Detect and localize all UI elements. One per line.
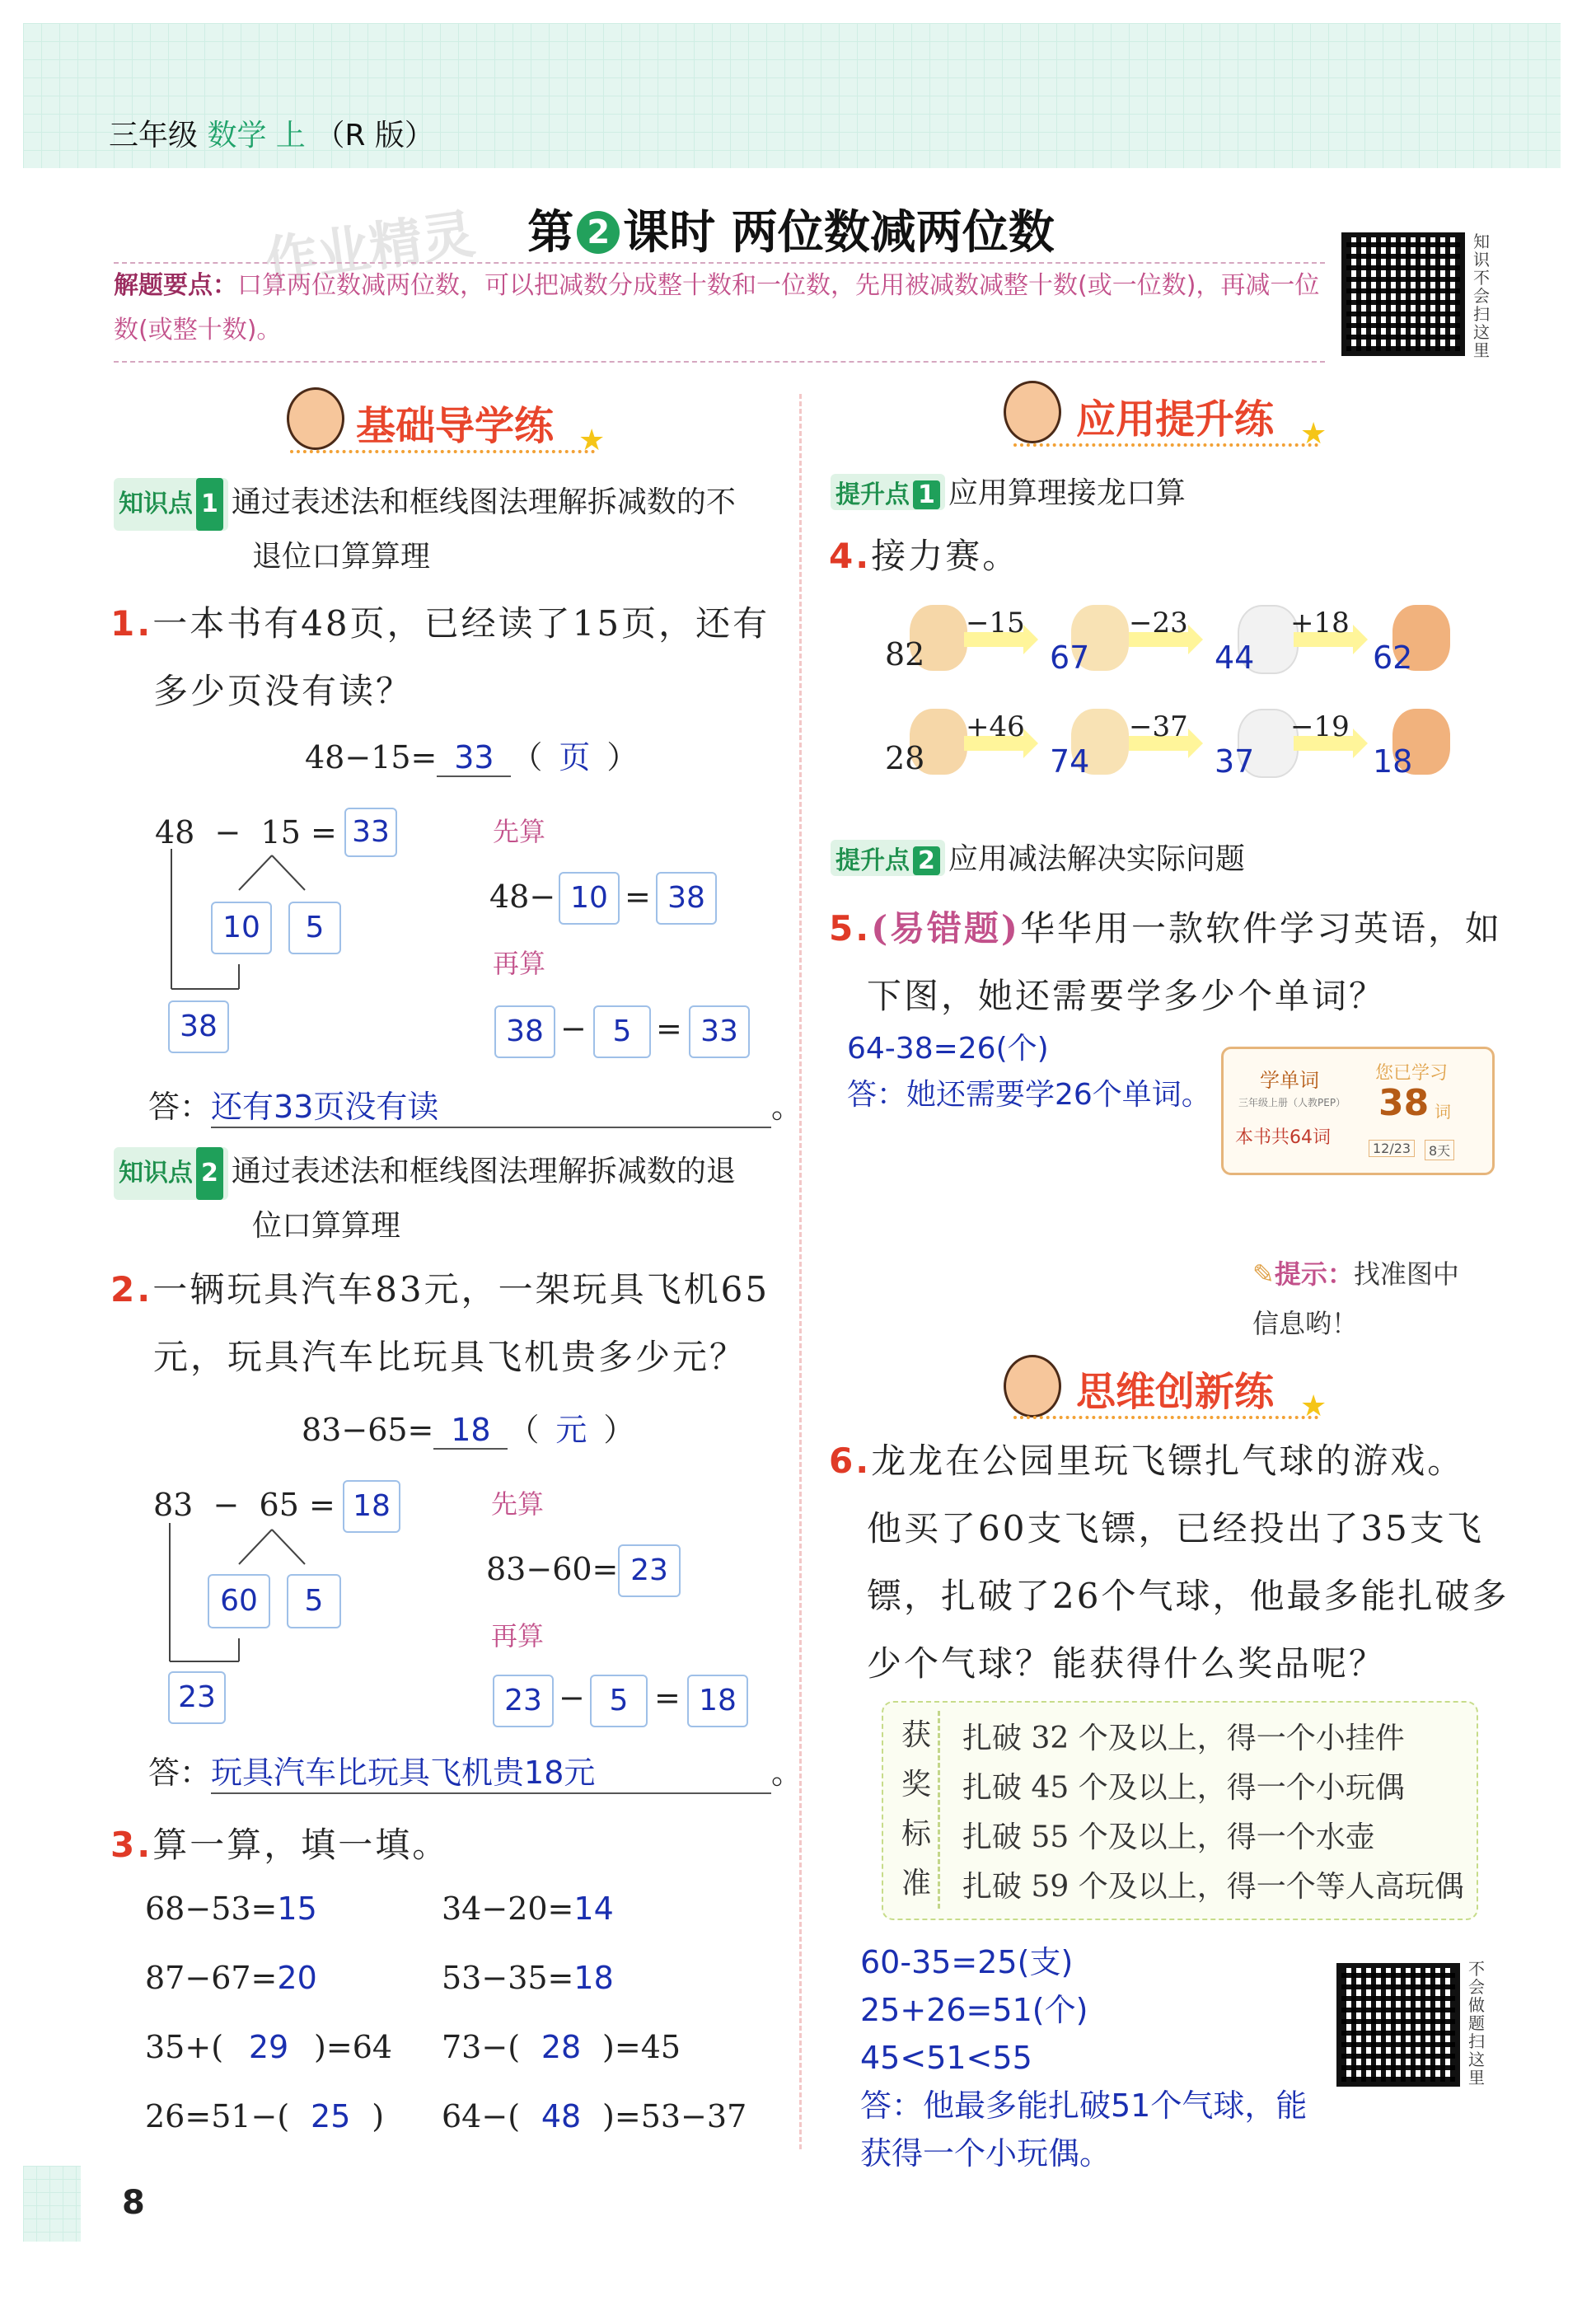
award-criteria-box xyxy=(882,1701,1478,1920)
q5-hint: ✎提示：找准图中 信息哟！ xyxy=(1252,1258,1459,1339)
q1-result-box[interactable]: 33 xyxy=(344,808,397,857)
section-title-think: 思维创新练 xyxy=(1076,1369,1275,1415)
relay-2-v3[interactable]: 18 xyxy=(1373,743,1413,780)
question-6: 6.龙龙在公园里玩飞镖扎气球的游戏。 他买了60支飞镖，已经投出了35支飞 镖，扎破了26个气球，他最多能扎破多 少个气球？能获得什么奖品呢？ xyxy=(829,1441,1509,1684)
question-3: 3.算一算，填一填。 xyxy=(110,1825,450,1865)
q1-step1-result[interactable]: 38 xyxy=(656,872,717,925)
vocab-app-card: 学单词 三年级上册（人教PEP） 本书共64词 您已学习 38 词 12/23 8天 xyxy=(1221,1047,1495,1175)
lesson-number-badge: 2 xyxy=(577,211,620,254)
section-underline xyxy=(290,450,595,453)
award-rules: 扎破 32 个及以上，得一个小挂件 扎破 45 个及以上，得一个小玩偶 扎破 55 个及以上，得一个水壶 扎破 59 个及以上，得一个等人高玩偶 xyxy=(962,1722,1464,1904)
q3-row-4-right: 64−( 48 )=53−37 xyxy=(442,2098,747,2134)
q3-row-2-left: 87−67=20 xyxy=(145,1960,317,1996)
knowledge-point-2: 知识点 2 通过表述法和框线图法理解拆减数的退 位口算算理 xyxy=(114,1146,789,1253)
footer-band xyxy=(23,2166,81,2242)
relay-1-v2[interactable]: 44 xyxy=(1215,640,1255,676)
q1-split-tens[interactable]: 10 xyxy=(211,902,272,954)
q1-step1: 48− xyxy=(489,879,556,915)
kp-tag: 知识点 1 xyxy=(114,478,228,531)
upgrade-point-2: 提升点 2 应用减法解决实际问题 xyxy=(831,836,1245,878)
qr-code-icon[interactable] xyxy=(1336,1963,1460,2087)
q1-equation: 48−15= 33 （ 页 ） xyxy=(305,739,639,775)
q2-diagram-expr: 83 − 65 = xyxy=(153,1487,335,1523)
q3-row-1-left: 68−53=15 xyxy=(145,1891,317,1927)
q2-step1-result[interactable]: 23 xyxy=(618,1544,681,1597)
question-1: 1.一本书有48页，已经读了15页，还有 多少页没有读？ xyxy=(110,603,770,711)
q2-intermediate[interactable]: 23 xyxy=(168,1671,226,1724)
q1-step2-result[interactable]: 33 xyxy=(689,1005,750,1058)
relay-2-v1[interactable]: 74 xyxy=(1050,743,1090,780)
page-number: 8 xyxy=(122,2184,145,2222)
q3-row-3-left: 35+( 29 )=64 xyxy=(145,2029,393,2065)
column-divider xyxy=(799,394,802,2149)
q1-diagram-expr: 48 − 15 = xyxy=(155,814,337,850)
relay-2-v2[interactable]: 37 xyxy=(1215,743,1255,780)
q2-result-box[interactable]: 18 xyxy=(343,1480,400,1533)
q2-step2-a[interactable]: 23 xyxy=(493,1675,554,1727)
q5-work[interactable]: 64-38=26(个) xyxy=(847,1032,1049,1066)
relay-1-start: 82 xyxy=(885,636,925,672)
q1-step2-a[interactable]: 38 xyxy=(494,1005,555,1058)
q1-answer[interactable]: 33 xyxy=(437,739,511,777)
kid-avatar-icon xyxy=(1004,381,1061,443)
q1-intermediate[interactable]: 38 xyxy=(168,1000,229,1053)
q3-row-1-right: 34−20=14 xyxy=(442,1891,614,1927)
relay-2-start: 28 xyxy=(885,740,925,776)
watermark: 作业精灵 xyxy=(260,204,479,294)
qr-code-icon[interactable] xyxy=(1341,232,1465,356)
lesson-title: 第 2 课时 两位数减两位数 xyxy=(527,206,1055,260)
star-icon: ★ xyxy=(578,424,606,457)
book-header xyxy=(109,112,434,154)
qr-hint-bottom: 不会做题扫这里 xyxy=(1468,1959,1485,2087)
relay-1-v1[interactable]: 67 xyxy=(1050,640,1090,676)
knowledge-point-1: 知识点 1 通过表述法和框线图法理解拆减数的不 退位口算算理 xyxy=(114,476,789,583)
edition-label: （R 版） xyxy=(315,119,434,152)
kid-avatar-icon xyxy=(287,387,344,450)
q1-answer-text[interactable]: 还有33页没有读 xyxy=(211,1081,771,1128)
subject-label: 数学 上 xyxy=(207,119,306,152)
award-label: 获 奖 标 准 xyxy=(895,1711,940,1909)
q2-answer-text[interactable]: 玩具汽车比玩具飞机贵18元 xyxy=(211,1747,771,1794)
q2-step2-b[interactable]: 5 xyxy=(590,1675,648,1727)
qr-hint-top: 知识不会扫这里 xyxy=(1473,232,1490,360)
relay-1-v3[interactable]: 62 xyxy=(1373,640,1413,676)
q2-split-ones[interactable]: 5 xyxy=(287,1574,341,1628)
key-points-box xyxy=(114,262,1325,363)
q3-row-2-right: 53−35=18 xyxy=(442,1960,614,1996)
q2-answer[interactable]: 18 xyxy=(433,1412,508,1450)
q6-work[interactable]: 60-35=25(支) 25+26=51(个) 45<51<55 答：他最多能扎破51个气球，能 获得一个小玩偶。 xyxy=(860,1944,1308,2172)
star-icon: ★ xyxy=(1300,1389,1327,1423)
question-4: 4.接力赛。 xyxy=(829,536,1020,576)
q2-split-tens[interactable]: 60 xyxy=(208,1574,270,1628)
grade-label: 三年级 xyxy=(109,119,199,152)
first-step-label: 先算 xyxy=(493,816,546,847)
q3-row-4-left: 26=51−( 25 ) xyxy=(145,2098,385,2134)
q1-answer-row: 答：还有33页没有读 。 xyxy=(148,1081,803,1128)
q2-step2-result[interactable]: 18 xyxy=(687,1675,748,1727)
key-points-text: 口算两位数减两位数，可以把减数分成整十数和一位数，先用被减数减整十数(或一位数)，再减一位数(或整十数)。 xyxy=(114,271,1320,344)
then-step-label: 再算 xyxy=(493,948,546,979)
q3-row-3-right: 73−( 28 )=45 xyxy=(442,2029,681,2065)
kid-avatar-icon xyxy=(1004,1355,1061,1417)
upgrade-point-1: 提升点 1 应用算理接龙口算 xyxy=(831,470,1186,512)
question-5: 5.(易错题)华华用一款软件学习英语，如 下图，她还需要学多少个单词？ xyxy=(829,908,1502,1016)
q2-step1: 83−60= xyxy=(486,1551,619,1587)
star-icon: ★ xyxy=(1300,417,1327,451)
question-2: 2.一辆玩具汽车83元，一架玩具飞机65 元，玩具汽车比玩具飞机贵多少元？ xyxy=(110,1269,770,1377)
q2-answer-row: 答：玩具汽车比玩具飞机贵18元 。 xyxy=(148,1747,803,1794)
section-title-basic: 基础导学练 xyxy=(356,403,555,449)
section-title-apply: 应用提升练 xyxy=(1076,396,1275,443)
q1-step2-b[interactable]: 5 xyxy=(593,1005,651,1058)
q1-split-ones[interactable]: 5 xyxy=(288,902,341,954)
key-points-label: 解题要点： xyxy=(114,271,237,300)
q1-step1-box[interactable]: 10 xyxy=(559,872,620,925)
q5-answer[interactable]: 答：她还需要学26个单词。 xyxy=(847,1078,1211,1112)
q2-equation: 83−65= 18 （ 元 ） xyxy=(302,1412,635,1448)
